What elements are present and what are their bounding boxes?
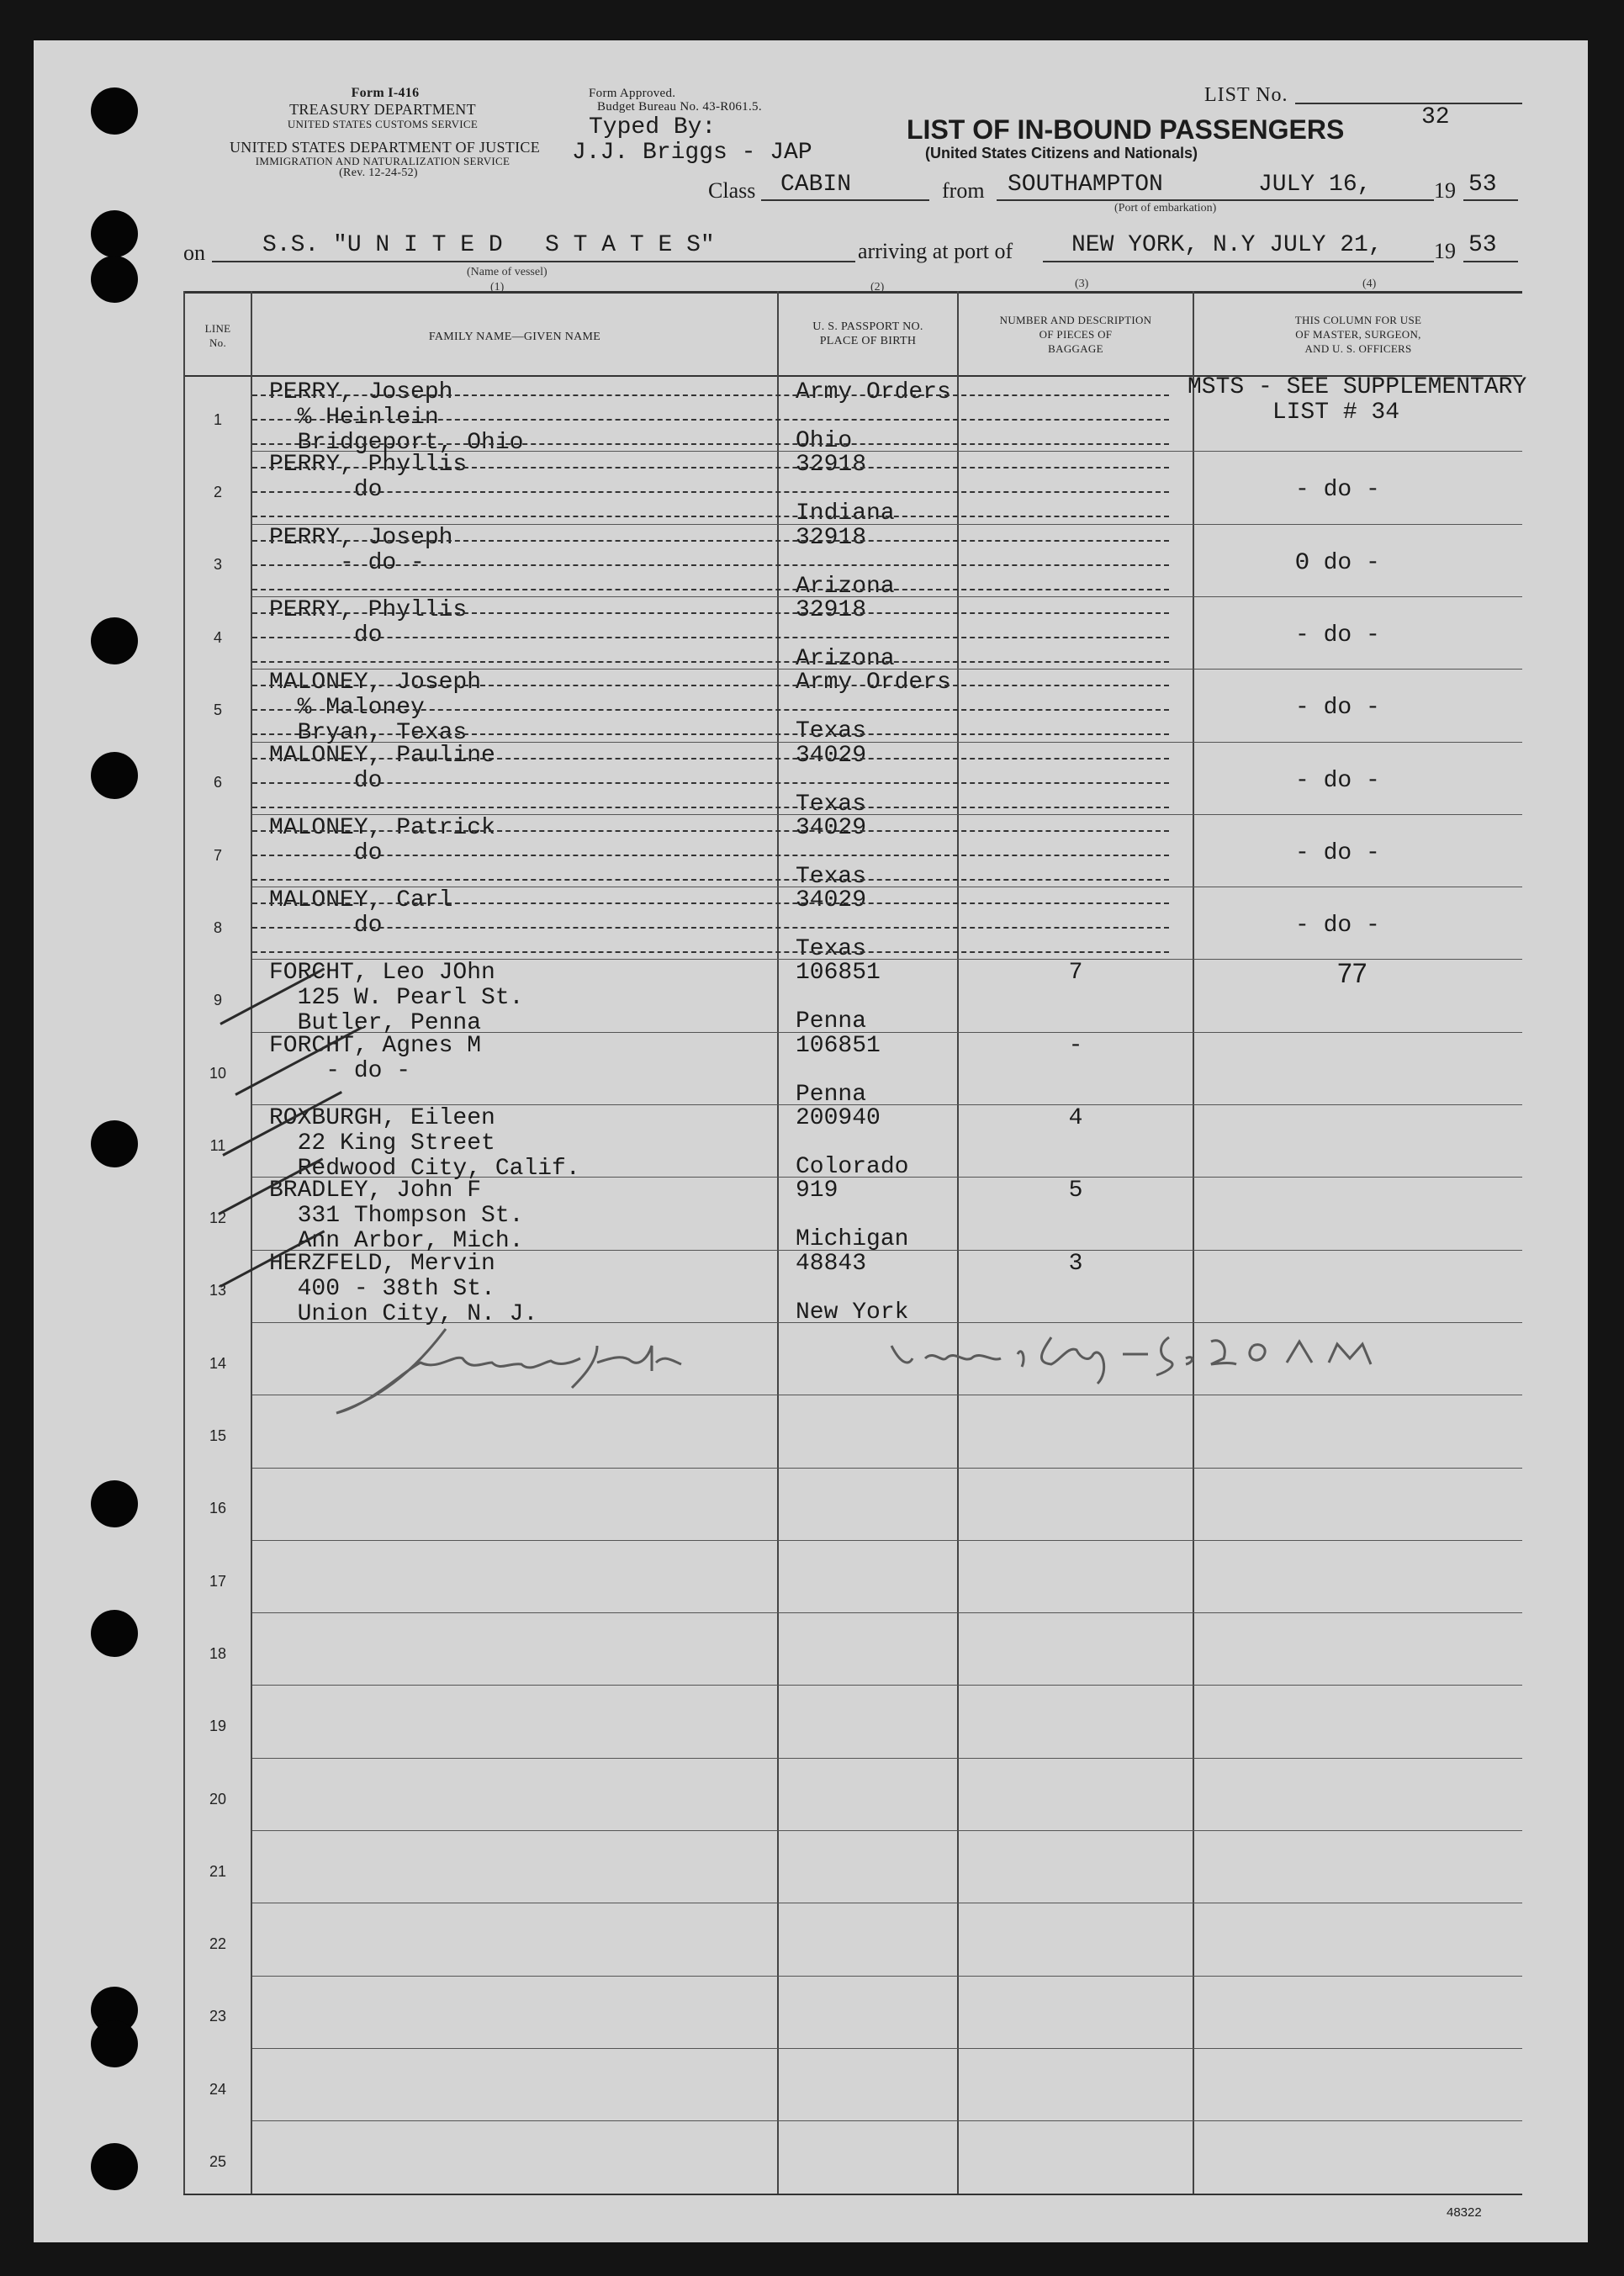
- officer-remarks: - do -: [1295, 767, 1380, 794]
- passenger-name: FORCHT, Leo JOhn 125 W. Pearl St. Butler, Penna: [269, 960, 524, 1037]
- officer-remarks: 77: [1337, 958, 1367, 989]
- line-number: 3: [213, 556, 222, 574]
- column-number-2: (2): [870, 281, 885, 294]
- vessel-caption: (Name of vessel): [467, 266, 548, 278]
- line-number: 20: [209, 1790, 227, 1808]
- officer-remarks: - do -: [1295, 477, 1380, 504]
- passport-birthplace: 48843 New York: [796, 1250, 909, 1326]
- row-divider: [252, 2048, 1522, 2049]
- year-prefix: 19: [1434, 178, 1456, 203]
- punch-hole-1: [91, 87, 138, 135]
- officer-remarks: MSTS - SEE SUPPLEMENTARY LIST # 34: [1188, 374, 1527, 426]
- punch-hole-4: [91, 617, 138, 664]
- list-number-label: LIST No.: [1204, 84, 1288, 106]
- strike-through-line: [252, 491, 1169, 493]
- passport-birthplace: Army Orders Texas: [796, 670, 951, 745]
- passport-birthplace: 34029 Texas: [796, 742, 867, 818]
- arrival-year-underline: [1463, 261, 1518, 262]
- strike-through-line: [252, 951, 1169, 953]
- header-officers: THIS COLUMN FOR USE OF MASTER, SURGEON, AND U. S. OFFICERS: [1294, 314, 1422, 355]
- strike-through-line: [252, 830, 1169, 832]
- from-label: from: [942, 178, 985, 203]
- header-baggage: NUMBER AND DESCRIPTION OF PIECES OF BAGGAGE: [999, 314, 1152, 355]
- punch-hole-3: [91, 256, 138, 303]
- officer-remarks: - do -: [1295, 622, 1380, 648]
- line-number: 18: [209, 1644, 227, 1662]
- line-number: 2: [213, 484, 222, 501]
- passenger-name: PERRY, Phyllis do: [269, 452, 468, 504]
- passport-birthplace: 34029 Texas: [796, 887, 867, 963]
- line-number: 14: [209, 1354, 227, 1372]
- year-underline: [1463, 199, 1518, 201]
- strike-through-line: [252, 758, 1169, 760]
- budget-bureau: Budget Bureau No. 43-R061.5.: [597, 100, 762, 114]
- line-number: 13: [209, 1282, 227, 1299]
- strike-through-line: [252, 419, 1169, 421]
- line-number: 15: [209, 1427, 227, 1445]
- footer-code: 48322: [1447, 2205, 1482, 2220]
- baggage-count: 7: [1068, 960, 1083, 987]
- line-number: 11: [209, 1136, 226, 1154]
- form-number: Form I-416: [351, 86, 420, 100]
- row-divider: [252, 1540, 1522, 1541]
- line-number: 21: [209, 1862, 227, 1880]
- baggage-divider: [1193, 291, 1194, 2194]
- on-label: on: [183, 241, 205, 265]
- officer-remarks: - do -: [1295, 695, 1380, 722]
- punch-hole-11: [91, 2143, 138, 2190]
- strike-through-line: [252, 612, 1169, 614]
- line-number: 25: [209, 2153, 227, 2171]
- punch-hole-5: [91, 752, 138, 799]
- line-number-divider: [251, 291, 252, 2194]
- customs-service: UNITED STATES CUSTOMS SERVICE: [287, 118, 479, 130]
- strike-through-line: [252, 540, 1169, 542]
- line-number: 6: [213, 774, 222, 791]
- line-number: 5: [213, 701, 222, 719]
- form-approved: Form Approved.: [589, 87, 676, 100]
- strike-through-line: [252, 709, 1169, 711]
- table-bottom-border: [183, 2194, 1522, 2195]
- column-number-3: (3): [1075, 278, 1089, 290]
- strike-through-line: [252, 685, 1169, 686]
- table-top-border: [183, 291, 1522, 294]
- punch-hole-6: [91, 1120, 138, 1167]
- punch-hole-10: [91, 2020, 138, 2067]
- treasury-dept: TREASURY DEPARTMENT: [289, 101, 476, 118]
- baggage-count: -: [1068, 1032, 1083, 1059]
- passport-birthplace: 106851 Penna: [796, 1032, 881, 1108]
- line-number: 23: [209, 2008, 227, 2025]
- ins-service: IMMIGRATION AND NATURALIZATION SERVICE: [255, 155, 510, 167]
- passport-birthplace: Army Orders Ohio: [796, 379, 951, 454]
- strike-through-line: [252, 443, 1169, 445]
- embarkation-caption: (Port of embarkation): [1114, 202, 1217, 214]
- passenger-name: HERZFELD, Mervin 400 - 38th St. Union City, N. J.: [269, 1250, 538, 1327]
- line-number: 16: [209, 1500, 227, 1517]
- year-value: 53: [1468, 172, 1497, 198]
- line-number: 12: [209, 1209, 227, 1227]
- arrival-year-value: 53: [1468, 232, 1497, 258]
- passenger-name: PERRY, Phyllis do: [269, 596, 468, 648]
- line-number: 9: [213, 992, 222, 1009]
- baggage-count: 5: [1068, 1178, 1083, 1204]
- passenger-name: MALONEY, Joseph % Maloney Bryan, Texas: [269, 670, 482, 747]
- officer-remarks: - do -: [1295, 913, 1380, 940]
- row-divider: [252, 1976, 1522, 1977]
- strike-through-line: [252, 855, 1169, 856]
- column-number-4: (4): [1362, 278, 1377, 290]
- row-divider: [252, 2120, 1522, 2121]
- strike-through-line: [252, 879, 1169, 881]
- from-value: SOUTHAMPTON: [1008, 172, 1163, 198]
- table-left-border: [183, 291, 185, 2194]
- strike-through-line: [252, 516, 1169, 517]
- passenger-name: MALONEY, Patrick do: [269, 814, 495, 866]
- strike-through-line: [252, 733, 1169, 735]
- officer-remarks: Θ do -: [1295, 549, 1380, 576]
- passenger-name: MALONEY, Carl do: [269, 887, 453, 940]
- line-number: 8: [213, 918, 222, 936]
- class-value: CABIN: [780, 172, 852, 198]
- line-number: 10: [209, 1064, 227, 1082]
- baggage-count: 3: [1068, 1250, 1083, 1277]
- header-passport: U. S. PASSPORT NO. PLACE OF BIRTH: [812, 320, 923, 347]
- strike-through-line: [252, 927, 1169, 929]
- passenger-name: FORCHT, Agnes M - do -: [269, 1032, 482, 1084]
- line-number: 4: [213, 628, 222, 646]
- strike-through-line: [252, 637, 1169, 638]
- list-number-underline: [1295, 103, 1522, 104]
- from-underline: [997, 199, 1434, 201]
- strike-through-line: [252, 661, 1169, 663]
- arrival-port: NEW YORK, N.Y JULY 21,: [1071, 232, 1383, 258]
- list-number-value: 32: [1421, 104, 1450, 130]
- arrival-year-prefix: 19: [1434, 239, 1456, 263]
- page-subtitle: (United States Citizens and Nationals): [925, 145, 1198, 161]
- class-label: Class: [708, 178, 756, 203]
- inspector-signature: [320, 1312, 1531, 1438]
- baggage-count: 4: [1068, 1105, 1083, 1131]
- page-title: LIST OF IN-BOUND PASSENGERS: [907, 114, 1345, 145]
- passenger-name: PERRY, Joseph % Heinlein Bridgeport, Ohio: [269, 379, 524, 456]
- punch-hole-7: [91, 1480, 138, 1527]
- arrival-underline: [1043, 261, 1434, 262]
- passport-divider: [957, 291, 959, 2194]
- strike-through-line: [252, 782, 1169, 784]
- header-line-number: LINE No.: [204, 322, 231, 349]
- row-divider: [252, 1612, 1522, 1613]
- passenger-name: MALONEY, Pauline do: [269, 742, 495, 794]
- line-number: 22: [209, 1935, 227, 1953]
- punch-hole-8: [91, 1610, 138, 1657]
- line-number: 17: [209, 1572, 227, 1590]
- line-number: 19: [209, 1718, 227, 1735]
- passport-birthplace: 32918 Indiana: [796, 452, 895, 527]
- vessel-name: S.S. "U N I T E D S T A T E S": [262, 232, 715, 258]
- typed-by-value: J.J. Briggs - JAP: [572, 140, 812, 166]
- strike-through-line: [252, 394, 1169, 396]
- passport-birthplace: 919 Michigan: [796, 1178, 909, 1253]
- row-divider: [252, 1758, 1522, 1759]
- typed-by-label: Typed By:: [589, 114, 717, 140]
- passport-birthplace: 32918 Arizona: [796, 524, 895, 600]
- row-divider: [252, 1468, 1522, 1469]
- punch-hole-2: [91, 210, 138, 257]
- justice-dept: UNITED STATES DEPARTMENT OF JUSTICE: [229, 139, 540, 156]
- passenger-name: BRADLEY, John F 331 Thompson St. Ann Arbor, Mich.: [269, 1178, 524, 1255]
- line-number: 24: [209, 2080, 227, 2098]
- line-number: 1: [213, 410, 222, 428]
- strike-through-line: [252, 589, 1169, 590]
- name-divider: [777, 291, 779, 2194]
- passport-birthplace: 106851 Penna: [796, 960, 881, 1035]
- passport-birthplace: 32918 Arizona: [796, 596, 895, 672]
- class-underline: [761, 199, 929, 201]
- row-divider: [252, 1685, 1522, 1686]
- strike-through-line: [252, 467, 1169, 468]
- header-family-name: FAMILY NAME—GIVEN NAME: [428, 331, 601, 343]
- passport-birthplace: 34029 Texas: [796, 814, 867, 890]
- passenger-name: ROXBURGH, Eileen 22 King Street Redwood City, Calif.: [269, 1105, 580, 1182]
- strike-through-line: [252, 564, 1169, 566]
- passenger-name: PERRY, Joseph - do -: [269, 524, 453, 576]
- arriving-label: arriving at port of: [858, 239, 1013, 263]
- vessel-column-number: (1): [490, 281, 505, 294]
- passport-birthplace: 200940 Colorado: [796, 1105, 909, 1180]
- line-number: 7: [213, 846, 222, 864]
- vessel-underline: [212, 261, 855, 262]
- form-revision: (Rev. 12-24-52): [339, 167, 418, 179]
- row-divider: [252, 1830, 1522, 1831]
- strike-through-line: [252, 902, 1169, 904]
- strike-through-line: [252, 807, 1169, 808]
- from-date: JULY 16,: [1258, 172, 1372, 198]
- officer-remarks: - do -: [1295, 839, 1380, 866]
